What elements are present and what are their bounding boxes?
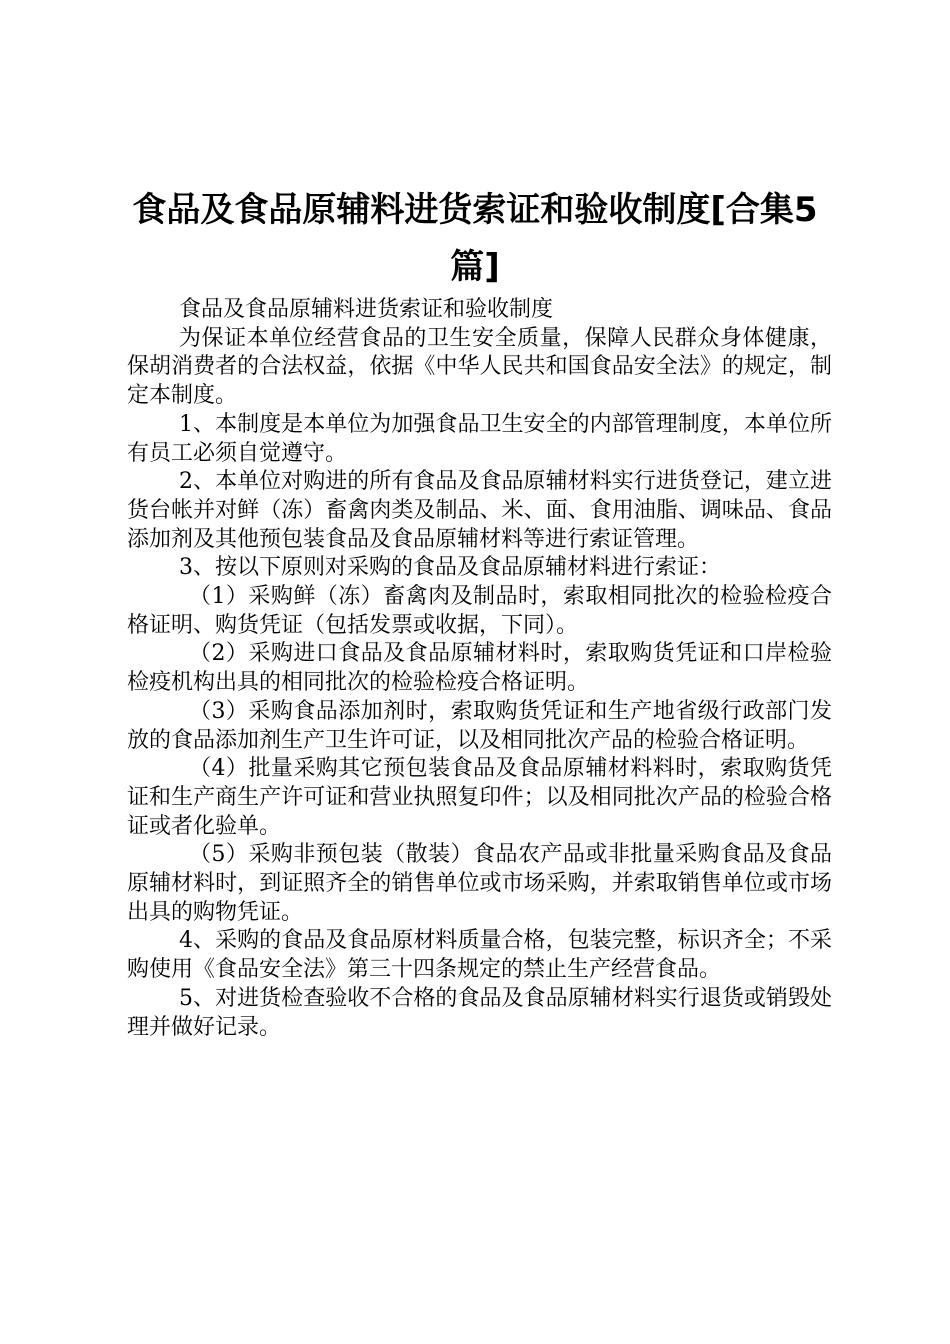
document-subtitle: 食品及食品原辅料进货索证和验收制度: [179, 297, 554, 322]
paragraph-item-1: 1、本制度是本单位为加强食品卫生安全的内部管理制度，本单位所有员工必须自觉遵守。: [127, 411, 832, 466]
paragraph-preamble: 为保证本单位经营食品的卫生安全质量，保障人民群众身体健康，保胡消费者的合法权益，依据《中华人民共和国食品安全法》的规定，制定本制度。: [127, 325, 832, 409]
paragraph-item-5: 5、对进货检查验收不合格的食品及食品原辅材料实行退货或销毁处理并做好记录。: [127, 985, 832, 1040]
paragraph-subitem-5: （5）采购非预包装（散装）食品农产品或非批量采购食品及食品原辅材料时，到证照齐全的销售单位或市场采购，并索取销售单位或市场出具的购物凭证。: [127, 842, 832, 925]
document-title: 食品及食品原辅料进货索证和验收制度[合集5篇]: [132, 190, 818, 287]
paragraph-subitem-1: （1）采购鲜（冻）畜禽肉及制品时，索取相同批次的检验检疫合格证明、购货凭证（包括发票或收据，下同）。: [127, 584, 832, 638]
paragraph-item-3: 3、按以下原则对采购的食品及食品原辅材料进行索证：: [179, 555, 721, 581]
paragraph-item-4: 4、采购的食品及食品原材料质量合格，包装完整，标识齐全；不采购使用《食品安全法》第三十四条规定的禁止生产经营食品。: [127, 928, 832, 983]
paragraph-subitem-3: （3）采购食品添加剂时，索取购货凭证和生产地省级行政部门发放的食品添加剂生产卫生许可证，以及相同批次产品的检验合格证明。: [127, 698, 832, 753]
paragraph-subitem-4: （4）批量采购其它预包装食品及食品原辅材料料时，索取购货凭证和生产商生产许可证和营业执照复印件；以及相同批次产品的检验合格证或者化验单。: [127, 756, 832, 839]
document-body: [127, 296, 832, 1042]
paragraph-subitem-2: （2）采购进口食品及食品原辅材料时，索取购货凭证和口岸检验检疫机构出具的相同批次的检验检疫合格证明。: [127, 641, 832, 696]
paragraph-item-2: 2、本单位对购进的所有食品及食品原辅材料实行进货登记，建立进货台帐并对鲜（冻）畜禽肉类及制品、米、面、食用油脂、调味品、食品添加剂及其他预包装食品及食品原辅材料等进行索证管理。: [127, 469, 832, 552]
